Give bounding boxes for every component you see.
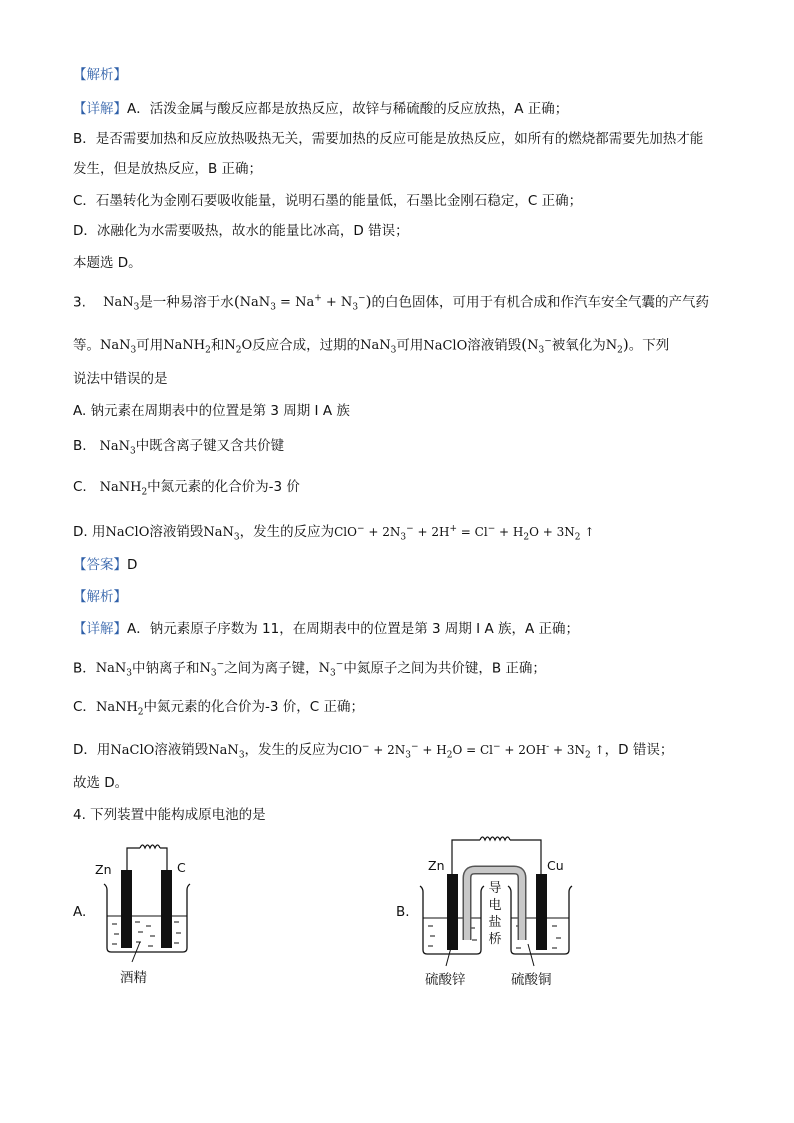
detail-line-b2: 发生，但是放热反应，B 正确；: [73, 161, 263, 177]
detail-line-c: C．石墨转化为金刚石要吸收能量，说明石墨的能量低，石墨比金刚石稳定，C 正确；: [73, 193, 583, 209]
detail-line-2a: 【详解】A．钠元素原子序数为 11，在周期表中的位置是第 3 周期 I A 族，A 正确；: [73, 621, 579, 637]
formula: NaN$_3$: [95, 661, 133, 679]
detail-tag: 【详解】: [73, 621, 127, 637]
question-3-line-3: 说法中错误的是: [73, 371, 168, 387]
formula: $ClO^- + 2N_3^- + H_2O = Cl^- + 2OH^- + 3N_2$ ↑: [339, 742, 605, 761]
formula: $N_3^-$: [527, 337, 552, 356]
answer-tag: 【答案】: [73, 557, 127, 573]
analysis-heading-1: [73, 66, 127, 84]
formula: (: [233, 292, 240, 311]
figure-a-zn-label: Zn: [95, 862, 112, 877]
figure-a-option: A.: [73, 904, 87, 920]
option-b: B. NaN$_3$中既含离子键又含共价键: [73, 438, 285, 457]
formula: $ClO^- + 2N_3^- + 2H^+ = Cl^- + H_2O + 3N_2$ ↑: [334, 524, 595, 543]
conclusion-2: 故选 D。: [73, 775, 129, 791]
formula: NaClO: [105, 525, 150, 540]
detail-line-2c: C．NaNH$_2$中氮元素的化合价为-3 价，C 正确；: [73, 699, 364, 718]
formula: ): [622, 335, 629, 354]
conclusion-1: 本题选 D。: [73, 255, 142, 271]
formula: $N_3^-$: [318, 660, 344, 679]
question-3-line-1: 3. NaN$_3$是一种易溶于水$(NaN_3 = Na^+ + N_3^-)$的白色固体，可用于有机合成和作汽车安全气囊的产气药: [73, 292, 709, 313]
question-3-line-2: 等。NaN$_3$可用NaNH$_2$和$N_2O$反应合成，过期的NaN$_3$可用NaClO溶液销毁($N_3^-$被氧化为$N_2$)。下列: [73, 335, 670, 356]
formula: NaClO: [423, 338, 468, 354]
detail-tag: 【详解】: [73, 101, 127, 117]
figure-b-diagram: [410, 832, 580, 972]
formula: NaN$_3$: [360, 338, 397, 356]
formula: NaN$_3$: [208, 743, 245, 761]
option-c: C. NaNH$_2$中氮元素的化合价为-3 价: [73, 479, 300, 498]
figure-b-option: B.: [396, 904, 410, 920]
question-4: 4. 下列装置中能构成原电池的是: [73, 807, 266, 823]
formula: $NaN_3 = Na^+ + N_3^-$: [239, 294, 366, 313]
detail-line-2b: B．NaN$_3$中钠离子和$N_3^-$之间为离子键，$N_3^-$中氮原子之间为共价键，B 正确；: [73, 660, 546, 679]
option-a: A. 钠元素在周期表中的位置是第 3 周期 I A 族: [73, 403, 350, 419]
formula: NaNH$_2$: [95, 700, 144, 718]
formula: NaN$_3$: [100, 338, 137, 356]
figure-b-left-solution-label: 硫酸锌: [425, 972, 466, 988]
figure-a-diagram: [90, 838, 200, 973]
formula: $N_3^-$: [199, 660, 225, 679]
answer: 【答案】D: [73, 557, 138, 573]
figure-b-bridge-label: 导 电 盐 桥: [488, 881, 502, 947]
formula: NaNH$_2$: [99, 480, 148, 498]
figure-a-solution-label: 酒精: [120, 970, 147, 986]
detail-line-2d: D．用NaClO溶液销毁NaN$_3$，发生的反应为$ClO^- + 2N_3^- + H_2O = Cl^- + 2OH^- + 3N_2$ ↑，D 错误；: [73, 742, 674, 761]
formula: $N_2$: [605, 338, 623, 356]
detail-line-a: 【详解】A．活泼金属与酸反应都是放热反应，故锌与稀硫酸的反应放热，A 正确；: [73, 101, 569, 117]
figure-a-c-label: C: [177, 860, 186, 875]
formula: NaClO: [110, 743, 155, 758]
analysis-tag: 【解析】: [73, 589, 127, 605]
detail-line-b1: B．是否需要加热和反应放热吸热无关，需要加热的反应可能是放热反应，如所有的燃烧都需要先加热才能: [73, 131, 704, 147]
figure-b-zn-label: Zn: [428, 858, 445, 873]
figure-b-right-solution-label: 硫酸铜: [511, 972, 552, 988]
figure-b-cu-label: Cu: [547, 858, 564, 873]
formula: ): [365, 292, 372, 311]
formula: NaN$_3$: [99, 439, 136, 457]
formula: NaN$_3$: [203, 525, 240, 543]
formula: (: [521, 335, 528, 354]
analysis-tag: 【解析】: [73, 67, 127, 83]
formula: NaNH$_2$: [163, 338, 211, 356]
detail-line-d: D．冰融化为水需要吸热，故水的能量比冰高，D 错误；: [73, 223, 409, 239]
formula: NaN$_3$: [103, 295, 140, 313]
option-d: D. 用NaClO溶液销毁NaN$_3$，发生的反应为$ClO^- + 2N_3^- + 2H^+ = Cl^- + H_2O + 3N_2$ ↑: [73, 524, 595, 543]
analysis-heading-2: [73, 588, 127, 606]
formula: $N_2O$: [224, 338, 253, 356]
